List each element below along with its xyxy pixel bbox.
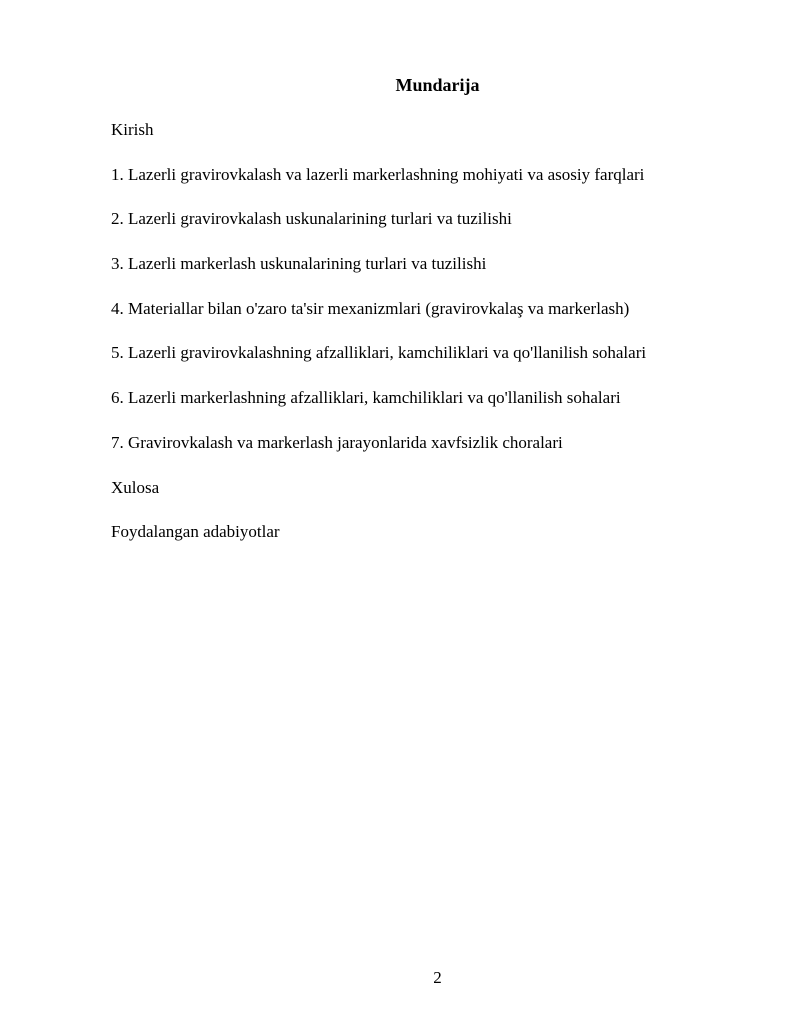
page-number: 2 bbox=[433, 968, 442, 987]
toc-item-1: 1. Lazerli gravirovkalash va lazerli markerlashning mohiyati va asosiy farqlari bbox=[111, 164, 645, 184]
toc-item-6: 6. Lazerli markerlashning afzalliklari, kamchiliklari va qo'llanilish sohalari bbox=[111, 388, 621, 408]
toc-item-2: 2. Lazerli gravirovkalash uskunalarining turlari va tuzilishi bbox=[111, 209, 512, 229]
page-title: Mundarija bbox=[395, 75, 480, 95]
toc-item-4: 4. Materiallar bilan o'zaro ta'sir mexanizmlari (gravirovkalaş va markerlash) bbox=[111, 298, 630, 318]
table-of-contents bbox=[111, 119, 781, 566]
toc-item-7: 7. Gravirovkalash va markerlash jarayonlarida xavfsizlik choralari bbox=[111, 432, 563, 452]
toc-item-references: Foydalangan adabiyotlar bbox=[111, 522, 280, 542]
toc-item-conclusion: Xulosa bbox=[111, 477, 160, 497]
toc-item-introduction: Kirish bbox=[111, 120, 154, 139]
toc-item-5: 5. Lazerli gravirovkalashning afzalliklari, kamchiliklari va qo'llanilish sohalari bbox=[111, 343, 647, 363]
toc-item-3: 3. Lazerli markerlash uskunalarining turlari va tuzilishi bbox=[111, 254, 487, 274]
